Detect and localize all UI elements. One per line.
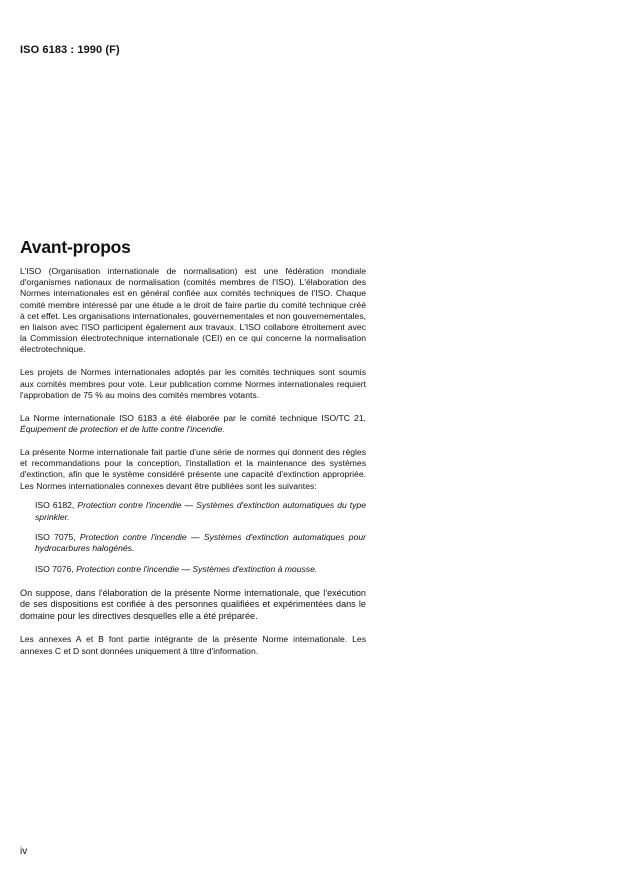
standard-title: Protection contre l'incendie — Systèmes d'extinction automatiques du type sprinkler. [35, 500, 367, 522]
paragraph-series: La présente Norme internationale fait partie d'une série de normes qui donnent des règles et recommandations pour la conception, l'installation et la maintenance des systèmes d'extinction, afin que le système considéré présente une capacité d'extinction appropriée. Les Normes internationales connexes devant être publiées sont les suivantes: [20, 447, 366, 491]
paragraph-annexes: Les annexes A et B font partie intégrante de la présente Norme internationale. Les annexes C et D sont données uniquement à titre d'information. [20, 634, 366, 656]
paragraph-technical-committee [20, 413, 366, 435]
foreword-body [20, 266, 366, 669]
section-title: Avant-propos [20, 237, 131, 257]
standard-title: Protection contre l'incendie — Systèmes d'extinction automatiques pour hydrocarbures halogénés. [35, 532, 366, 554]
paragraph-assumption: On suppose, dans l'élaboration de la présente Norme internationale, que l'exécution de ses dispositions est confiée à des personnes qualifiées et expérimentées dans le domaine pour les directives desquelles elle a été préparée. [20, 587, 366, 622]
paragraph-iso-organisation: L'ISO (Organisation internationale de normalisation) est une fédération mondiale d'organismes nationaux de normalisation (comités membres de l'ISO). L'élaboration des Normes internationales est en général confiée aux comités techniques de l'ISO. Chaque comité membre intéressé par une étude a le droit de faire partie du comité technique créé à cet effet. Les organisations internationales, gouvernementales et non gouvernementales, en liaison avec l'ISO participent également aux travaux. L'ISO collabore étroitement avec la Commission électrotechnique internationale (CEI) en ce qui concerne la normalisation électrotechnique. [20, 266, 366, 355]
standard-title: Protection contre l'incendie — Systèmes d'extinction à mousse. [76, 564, 318, 575]
list-item [35, 532, 366, 554]
standard-reference-header: ISO 6183 : 1990 (F) [20, 44, 120, 56]
list-item [35, 564, 366, 575]
committee-text: La Norme internationale ISO 6183 a été élaborée par le comité technique ISO/TC 21, [20, 412, 366, 423]
standard-number: ISO 6182, [35, 500, 75, 511]
standard-number: ISO 7076, [35, 564, 74, 575]
committee-title: Équipement de protection et de lutte contre l'incendie. [20, 424, 225, 435]
list-item [35, 500, 366, 522]
standard-number: ISO 7075, [35, 532, 76, 543]
page-number: iv [20, 846, 28, 857]
related-standards-list [20, 500, 366, 575]
paragraph-draft-approval: Les projets de Normes internationales adoptés par les comités techniques sont soumis aux comités membres pour vote. Leur publication comme Normes internationales requiert l'approbation de 75 % au moins des comités membres votants. [20, 367, 366, 400]
